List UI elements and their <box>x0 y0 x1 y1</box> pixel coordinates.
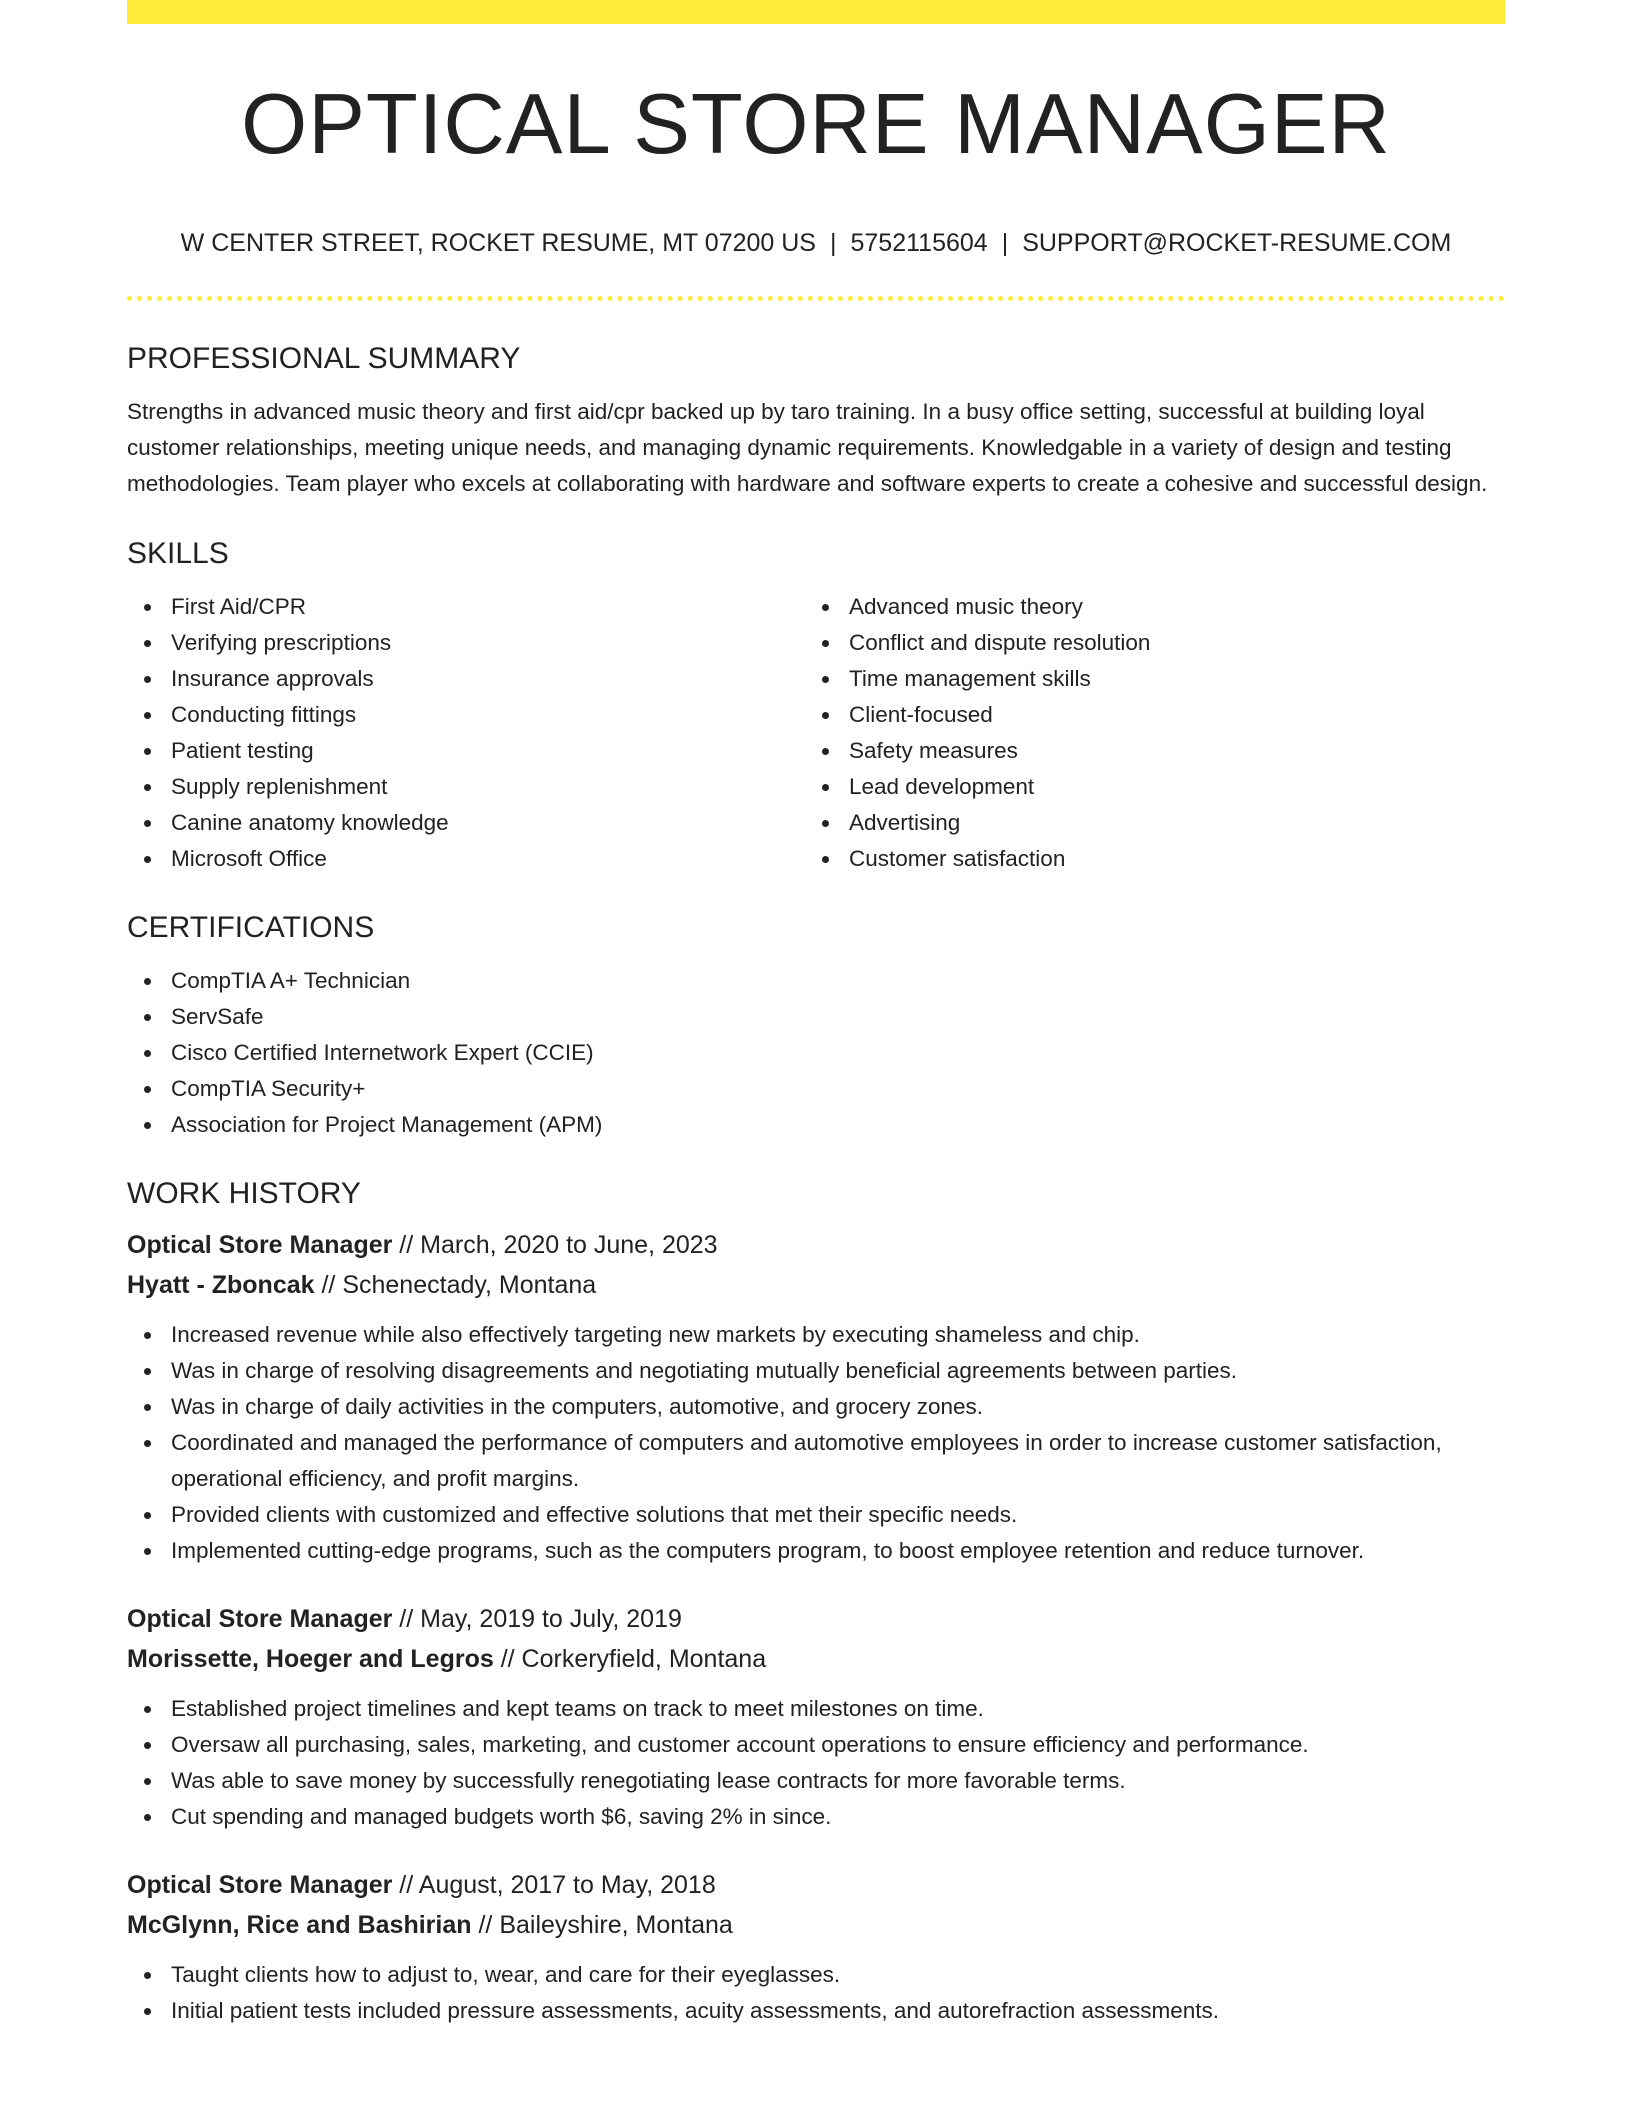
skills-list-left <box>127 589 805 877</box>
list-item: Was in charge of daily activities in the computers, automotive, and grocery zones. <box>171 1389 1505 1425</box>
resume-name: OPTICAL STORE MANAGER <box>241 77 1391 172</box>
skills-section <box>127 539 1505 877</box>
job-role: Optical Store Manager <box>127 1605 393 1633</box>
job-separator: // <box>392 1871 419 1899</box>
job-separator: // <box>471 1911 500 1939</box>
list-item: CompTIA A+ Technician <box>171 963 1505 999</box>
job-dates: March, 2020 to June, 2023 <box>420 1231 718 1259</box>
list-item: Safety measures <box>849 733 1483 769</box>
list-item: Advertising <box>849 805 1483 841</box>
list-item: Supply replenishment <box>171 769 805 805</box>
job-company-line <box>127 1639 1505 1679</box>
list-item: Microsoft Office <box>171 841 805 877</box>
skills-columns <box>127 589 1505 877</box>
job-location: Schenectady, Montana <box>342 1271 597 1299</box>
job-title-line <box>127 1225 1505 1265</box>
job-company: Morissette, Hoeger and Legros <box>127 1645 494 1673</box>
list-item: Patient testing <box>171 733 805 769</box>
list-item: First Aid/CPR <box>171 589 805 625</box>
job-role: Optical Store Manager <box>127 1871 393 1899</box>
job-separator: // <box>392 1231 421 1259</box>
job-bullets <box>127 1317 1505 1569</box>
list-item: Cut spending and managed budgets worth $6, saving 2% in since. <box>171 1799 1505 1835</box>
list-item: Advanced music theory <box>849 589 1483 625</box>
summary-section <box>127 344 1505 502</box>
list-item: CompTIA Security+ <box>171 1071 1505 1107</box>
job-bullets <box>127 1957 1505 2029</box>
job-company: McGlynn, Rice and Bashirian <box>127 1911 472 1939</box>
list-item: Association for Project Management (APM) <box>171 1107 1505 1143</box>
contact-address: W CENTER STREET, ROCKET RESUME, MT 07200 US <box>180 229 816 257</box>
contact-phone[interactable]: 5752115604 <box>850 229 988 257</box>
accent-top-bar <box>127 0 1505 24</box>
list-item: Provided clients with customized and effective solutions that met their specific needs. <box>171 1497 1505 1533</box>
job-location: Corkeryfield, Montana <box>521 1645 767 1673</box>
summary-text: Strengths in advanced music theory and first aid/cpr backed up by taro training. In a busy office setting, successful at building loyal customer relationships, meeting unique needs, and managing dynamic requirements. Knowledgable in a variety of design and testing methodologies. Team player who excels at collaborating with hardware and software experts to create a cohesive and successful design. <box>127 399 1488 496</box>
list-item: Lead development <box>849 769 1483 805</box>
job-entry <box>127 1599 1505 1835</box>
list-item: Was in charge of resolving disagreements and negotiating mutually beneficial agreements between parties. <box>171 1353 1505 1389</box>
job-title-line <box>127 1865 1505 1905</box>
job-separator: // <box>314 1271 343 1299</box>
list-item: Conflict and dispute resolution <box>849 625 1483 661</box>
job-dates: May, 2019 to July, 2019 <box>420 1605 682 1633</box>
list-item: ServSafe <box>171 999 1505 1035</box>
list-item: Canine anatomy knowledge <box>171 805 805 841</box>
section-title-certifications: CERTIFICATIONS <box>127 911 375 944</box>
skills-list-right <box>805 589 1483 877</box>
job-separator: // <box>493 1645 522 1673</box>
job-bullets <box>127 1691 1505 1835</box>
section-title-work-history: WORK HISTORY <box>127 1177 361 1210</box>
list-item: Insurance approvals <box>171 661 805 697</box>
job-role: Optical Store Manager <box>127 1231 393 1259</box>
job-entry <box>127 1225 1505 1569</box>
job-title-line <box>127 1599 1505 1639</box>
list-item: Initial patient tests included pressure assessments, acuity assessments, and autorefraction assessments. <box>171 1993 1505 2029</box>
list-item: Oversaw all purchasing, sales, marketing, and customer account operations to ensure efficiency and performance. <box>171 1727 1505 1763</box>
list-item: Conducting fittings <box>171 697 805 733</box>
list-item: Coordinated and managed the performance of computers and automotive employees in order to increase customer satisfaction, operational efficiency, and profit margins. <box>171 1425 1505 1497</box>
list-item: Increased revenue while also effectively targeting new markets by executing shameless and chip. <box>171 1317 1505 1353</box>
list-item: Was able to save money by successfully renegotiating lease contracts for more favorable terms. <box>171 1763 1505 1799</box>
list-item: Client-focused <box>849 697 1483 733</box>
contact-separator: | <box>830 229 837 257</box>
job-location: Baileyshire, Montana <box>499 1911 733 1939</box>
job-company: Hyatt - Zboncak <box>127 1271 315 1299</box>
job-entry <box>127 1865 1505 2029</box>
list-item: Time management skills <box>849 661 1483 697</box>
certifications-list <box>127 963 1505 1143</box>
contact-line <box>127 231 1505 256</box>
list-item: Cisco Certified Internetwork Expert (CCIE) <box>171 1035 1505 1071</box>
list-item: Established project timelines and kept teams on track to meet milestones on time. <box>171 1691 1505 1727</box>
job-company-line <box>127 1905 1505 1945</box>
section-title-summary: PROFESSIONAL SUMMARY <box>127 342 521 375</box>
certifications-section <box>127 913 1505 1143</box>
contact-email[interactable]: SUPPORT@ROCKET-RESUME.COM <box>1022 229 1452 257</box>
job-separator: // <box>392 1605 421 1633</box>
dotted-divider <box>127 296 1505 301</box>
list-item: Customer satisfaction <box>849 841 1483 877</box>
list-item: Verifying prescriptions <box>171 625 805 661</box>
resume-page <box>127 0 1505 2029</box>
list-item: Taught clients how to adjust to, wear, and care for their eyeglasses. <box>171 1957 1505 1993</box>
job-dates: August, 2017 to May, 2018 <box>418 1871 716 1899</box>
list-item: Implemented cutting-edge programs, such as the computers program, to boost employee retention and reduce turnover. <box>171 1533 1505 1569</box>
work-history-section <box>127 1179 1505 2029</box>
contact-separator: | <box>1001 229 1009 257</box>
job-company-line <box>127 1265 1505 1305</box>
section-title-skills: SKILLS <box>127 537 229 570</box>
